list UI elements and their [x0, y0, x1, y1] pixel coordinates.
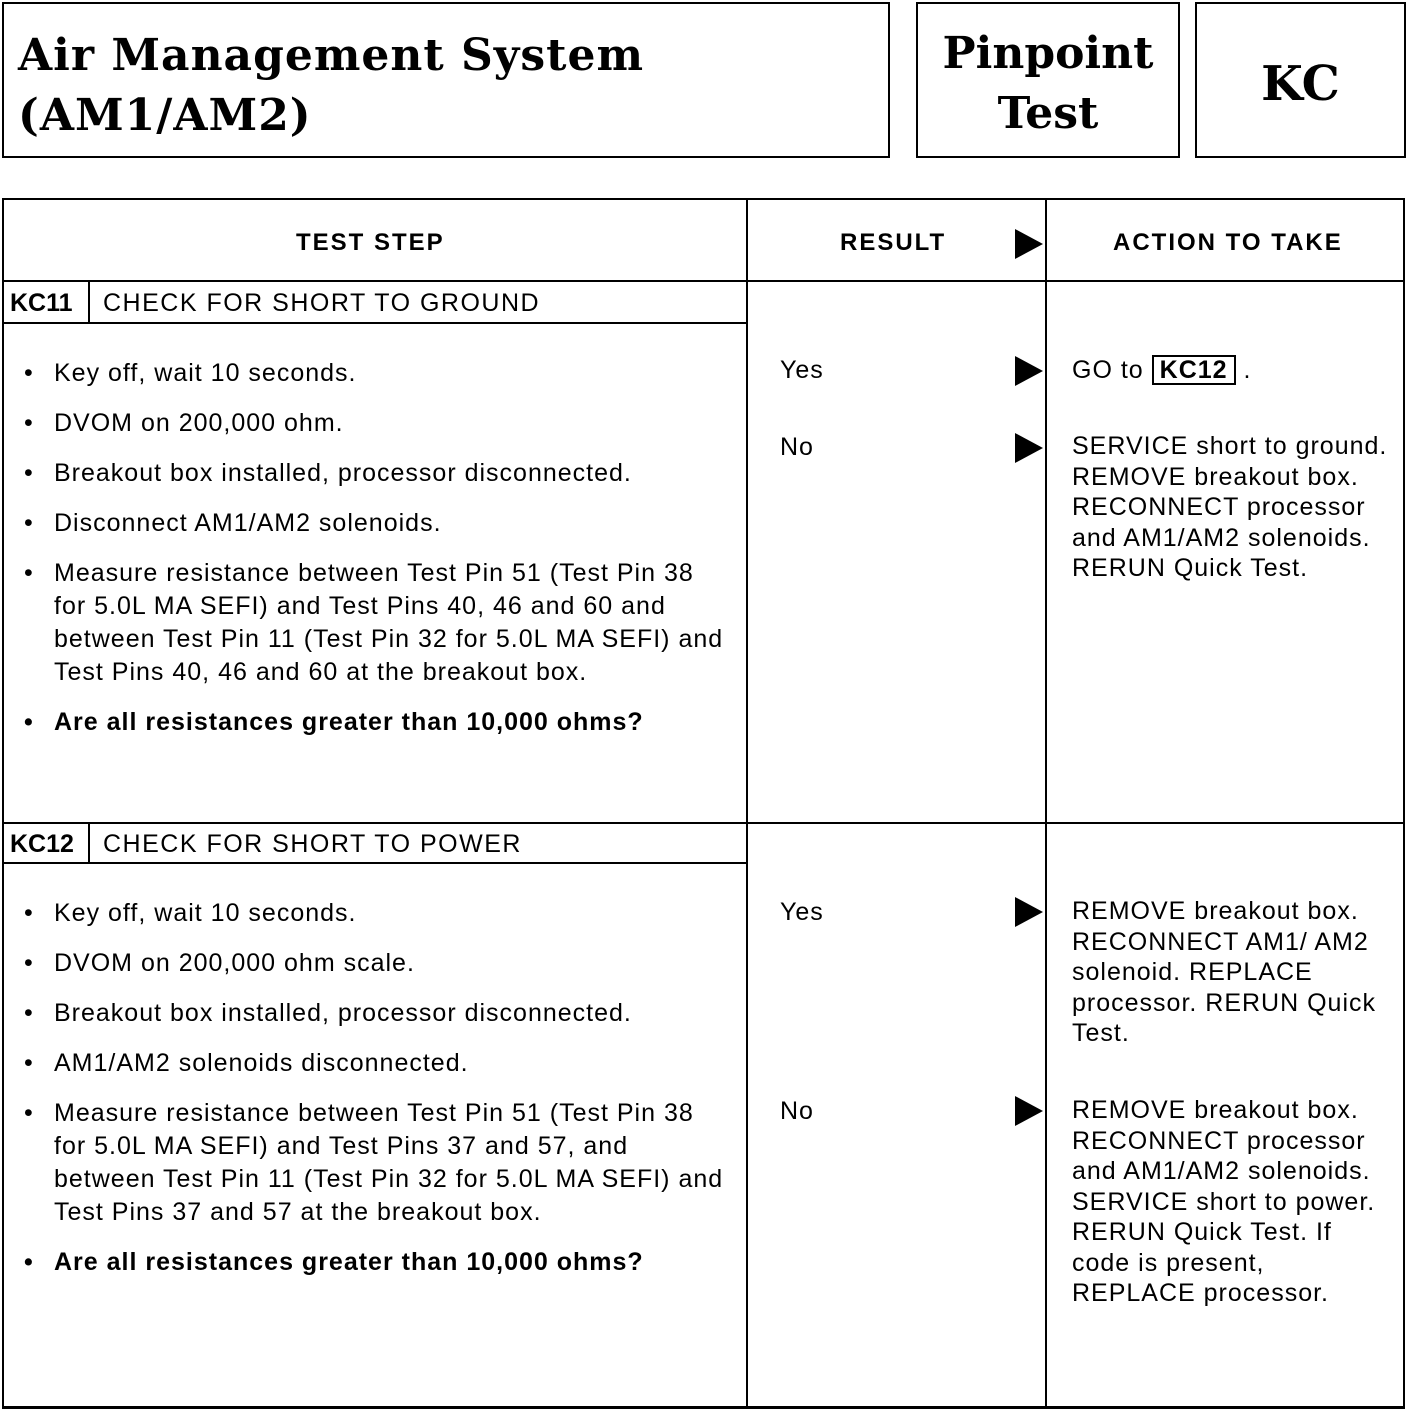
table-top-border — [2, 198, 1405, 200]
result-arrow-icon — [1015, 897, 1043, 927]
step-reference-kc12: KC12 — [1152, 355, 1236, 385]
instruction-item: • Breakout box installed, processor disconnected. — [20, 457, 730, 490]
table-left-border — [2, 198, 4, 1409]
page-title — [18, 26, 644, 146]
column-header-test-step: TEST STEP — [296, 229, 445, 256]
step-tag: KC11 — [10, 289, 73, 317]
instruction-item: • Measure resistance between Test Pin 51 (Test Pin 38 for 5.0L MA SEFI) and Test Pins 37 and 57, and between Test Pin 11 (Test Pin 32 for 5.0L MA SEFI) and Test Pins 37 and 57 at the breakout box. — [20, 1097, 730, 1229]
action-yes: REMOVE breakout box. RECONNECT AM1/ AM2 solenoid. REPLACE processor. RERUN Quick Test. — [1072, 897, 1377, 1047]
kc12-tag-divider — [88, 824, 90, 862]
pinpoint-label — [918, 24, 1178, 144]
step-title: CHECK FOR SHORT TO POWER — [103, 830, 522, 858]
result-no-label: No — [780, 1097, 814, 1125]
step-question: • Are all resistances greater than 10,000 ohms? — [20, 706, 730, 739]
result-arrow-icon — [1015, 356, 1043, 386]
step-title: CHECK FOR SHORT TO GROUND — [103, 289, 541, 317]
table-right-border — [1403, 198, 1405, 1409]
page-title-line1: Air Management System — [18, 30, 644, 81]
column-header-action: ACTION TO TAKE — [1113, 229, 1343, 256]
action-no: SERVICE short to ground. REMOVE breakout box. RECONNECT processor and AM1/AM2 solenoids. RERUN Quick Test. — [1072, 432, 1388, 582]
result-yes-label: Yes — [780, 356, 824, 384]
test-code: KC — [1261, 56, 1340, 112]
column-header-result: RESULT — [840, 229, 947, 256]
action-prefix: GO to — [1072, 356, 1144, 384]
result-yes-label: Yes — [780, 898, 824, 926]
page-title-line2: (AM1/AM2) — [18, 90, 312, 141]
result-no-label: No — [780, 433, 814, 461]
step-question: • Are all resistances greater than 10,000 ohms? — [20, 1246, 730, 1279]
instruction-item: • DVOM on 200,000 ohm scale. — [20, 947, 730, 980]
action-yes — [1072, 355, 1392, 386]
action-no: REMOVE breakout box. RECONNECT processor and AM1/AM2 solenoids. SERVICE short to power. RERUN Quick Test. If code is present, REPLACE processor. — [1072, 1096, 1376, 1307]
pinpoint-line1: Pinpoint — [942, 28, 1154, 79]
step-instructions — [20, 357, 730, 756]
instruction-item: • DVOM on 200,000 ohm. — [20, 407, 730, 440]
instruction-item: • Key off, wait 10 seconds. — [20, 897, 730, 930]
instruction-item: • Measure resistance between Test Pin 51 (Test Pin 38 for 5.0L MA SEFI) and Test Pins 40, 46 and 60 and between Test Pin 11 (Test Pin 32 for 5.0L MA SEFI) and Test Pins 40, 46 and 60 at the breakout box. — [20, 557, 730, 689]
pinpoint-line2: Test — [997, 88, 1099, 139]
test-code-box — [1195, 2, 1406, 158]
header-arrow-icon — [1015, 229, 1043, 259]
result-arrow-icon — [1015, 433, 1043, 463]
result-arrow-icon — [1015, 1096, 1043, 1126]
action-column-divider — [1045, 198, 1047, 1409]
header-divider — [2, 280, 1405, 282]
instruction-item: • AM1/AM2 solenoids disconnected. — [20, 1047, 730, 1080]
step-instructions — [20, 897, 730, 1296]
instruction-item: • Key off, wait 10 seconds. — [20, 357, 730, 390]
title-box — [2, 2, 890, 158]
instruction-item: • Breakout box installed, processor disconnected. — [20, 997, 730, 1030]
result-column-divider — [746, 198, 748, 1409]
kc11-tag-divider — [88, 282, 90, 322]
table-bottom-border — [2, 1406, 1405, 1409]
action-suffix: . — [1243, 356, 1252, 384]
instruction-item: • Disconnect AM1/AM2 solenoids. — [20, 507, 730, 540]
pinpoint-box — [916, 2, 1180, 158]
step-tag: KC12 — [10, 830, 74, 858]
